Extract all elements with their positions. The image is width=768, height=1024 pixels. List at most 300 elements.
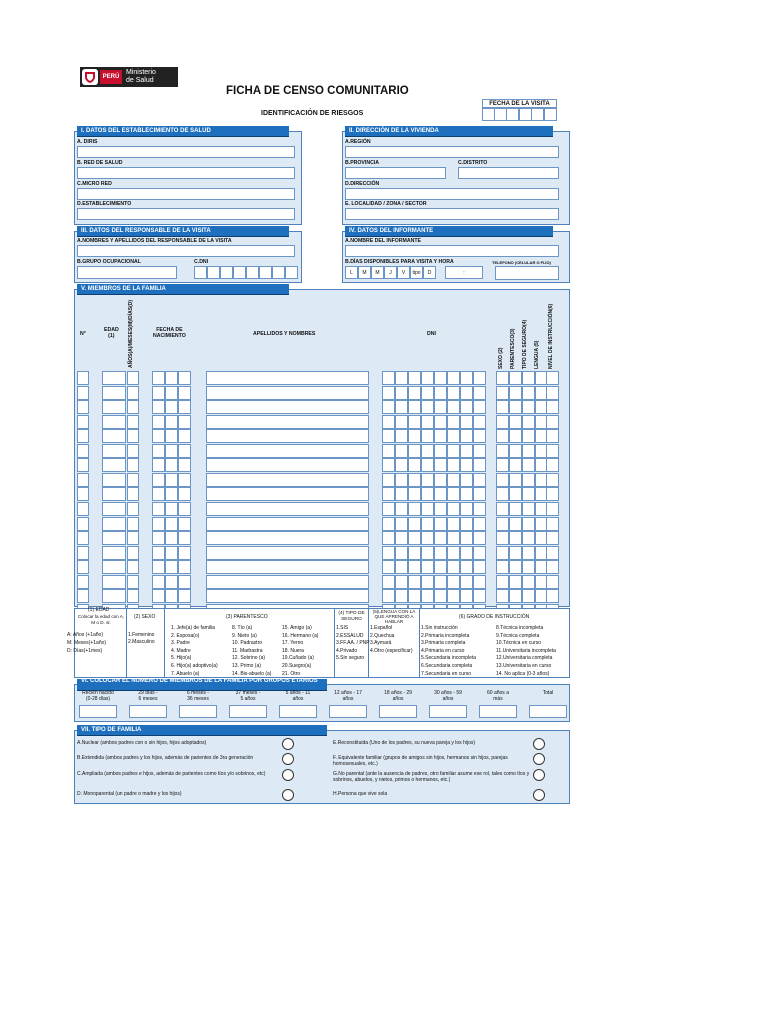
member-cell[interactable] — [447, 502, 460, 516]
member-cell[interactable] — [421, 415, 434, 429]
microred-field[interactable] — [77, 188, 295, 200]
member-cell[interactable] — [77, 531, 89, 545]
member-cell[interactable] — [434, 386, 447, 400]
member-cell[interactable] — [77, 429, 89, 443]
member-cell[interactable] — [408, 400, 421, 414]
member-cell[interactable] — [546, 386, 559, 400]
member-cell[interactable] — [434, 429, 447, 443]
member-cell[interactable] — [522, 487, 535, 501]
member-cell[interactable] — [206, 444, 369, 458]
member-cell[interactable] — [496, 517, 509, 531]
member-cell[interactable] — [178, 589, 191, 603]
telefono-field[interactable] — [495, 266, 559, 280]
member-cell[interactable] — [460, 575, 473, 589]
member-cell[interactable] — [165, 458, 178, 472]
member-cell[interactable] — [206, 400, 369, 414]
member-cell[interactable] — [165, 487, 178, 501]
age-group-field[interactable] — [329, 705, 367, 718]
red-field[interactable] — [77, 167, 295, 179]
member-cell[interactable] — [421, 517, 434, 531]
member-cell[interactable] — [546, 560, 559, 574]
member-cell[interactable] — [460, 458, 473, 472]
member-cell[interactable] — [496, 546, 509, 560]
member-cell[interactable] — [473, 589, 486, 603]
member-cell[interactable] — [434, 487, 447, 501]
member-cell[interactable] — [102, 473, 126, 487]
member-cell[interactable] — [473, 487, 486, 501]
member-cell[interactable] — [509, 546, 522, 560]
member-cell[interactable] — [206, 575, 369, 589]
member-cell[interactable] — [127, 473, 139, 487]
member-cell[interactable] — [408, 415, 421, 429]
member-cell[interactable] — [447, 444, 460, 458]
member-cell[interactable] — [421, 502, 434, 516]
member-cell[interactable] — [127, 517, 139, 531]
member-cell[interactable] — [127, 444, 139, 458]
member-cell[interactable] — [127, 560, 139, 574]
member-cell[interactable] — [152, 429, 165, 443]
member-cell[interactable] — [382, 400, 395, 414]
member-cell[interactable] — [496, 575, 509, 589]
member-cell[interactable] — [165, 386, 178, 400]
member-cell[interactable] — [382, 386, 395, 400]
member-cell[interactable] — [152, 386, 165, 400]
member-cell[interactable] — [152, 371, 165, 385]
member-cell[interactable] — [509, 517, 522, 531]
member-cell[interactable] — [522, 371, 535, 385]
member-cell[interactable] — [102, 487, 126, 501]
member-cell[interactable] — [509, 502, 522, 516]
member-cell[interactable] — [496, 473, 509, 487]
member-cell[interactable] — [178, 415, 191, 429]
member-cell[interactable] — [178, 517, 191, 531]
member-cell[interactable] — [460, 546, 473, 560]
member-cell[interactable] — [434, 531, 447, 545]
member-cell[interactable] — [165, 517, 178, 531]
member-cell[interactable] — [408, 386, 421, 400]
responsable-nombres-field[interactable] — [77, 245, 295, 257]
member-cell[interactable] — [102, 575, 126, 589]
member-cell[interactable] — [509, 371, 522, 385]
age-group-field[interactable] — [529, 705, 567, 718]
member-cell[interactable] — [178, 444, 191, 458]
member-cell[interactable] — [77, 458, 89, 472]
member-cell[interactable] — [421, 400, 434, 414]
member-cell[interactable] — [434, 560, 447, 574]
member-cell[interactable] — [434, 589, 447, 603]
member-cell[interactable] — [102, 400, 126, 414]
member-cell[interactable] — [395, 458, 408, 472]
member-cell[interactable] — [473, 444, 486, 458]
member-cell[interactable] — [546, 487, 559, 501]
member-cell[interactable] — [152, 415, 165, 429]
member-cell[interactable] — [77, 560, 89, 574]
member-cell[interactable] — [206, 517, 369, 531]
member-cell[interactable] — [546, 546, 559, 560]
member-cell[interactable] — [496, 429, 509, 443]
member-cell[interactable] — [127, 400, 139, 414]
member-cell[interactable] — [77, 386, 89, 400]
age-group-field[interactable] — [129, 705, 167, 718]
member-cell[interactable] — [127, 589, 139, 603]
localidad-field[interactable] — [345, 208, 559, 220]
member-cell[interactable] — [178, 429, 191, 443]
member-cell[interactable] — [77, 517, 89, 531]
member-cell[interactable] — [178, 560, 191, 574]
member-cell[interactable] — [408, 560, 421, 574]
member-cell[interactable] — [546, 429, 559, 443]
member-cell[interactable] — [421, 560, 434, 574]
member-cell[interactable] — [206, 531, 369, 545]
member-cell[interactable] — [395, 386, 408, 400]
member-cell[interactable] — [382, 415, 395, 429]
member-cell[interactable] — [473, 531, 486, 545]
days-available-boxes[interactable] — [345, 266, 485, 280]
member-cell[interactable] — [152, 517, 165, 531]
member-cell[interactable] — [408, 458, 421, 472]
member-cell[interactable] — [382, 473, 395, 487]
family-type-radio[interactable] — [282, 738, 294, 750]
member-cell[interactable] — [152, 546, 165, 560]
member-cell[interactable] — [127, 458, 139, 472]
member-cell[interactable] — [509, 429, 522, 443]
direccion-field[interactable] — [345, 188, 559, 200]
member-cell[interactable] — [102, 415, 126, 429]
member-cell[interactable] — [460, 400, 473, 414]
member-cell[interactable] — [152, 531, 165, 545]
establecimiento-field[interactable] — [77, 208, 295, 220]
member-cell[interactable] — [127, 386, 139, 400]
member-cell[interactable] — [473, 546, 486, 560]
member-cell[interactable] — [165, 400, 178, 414]
member-cell[interactable] — [395, 371, 408, 385]
member-cell[interactable] — [382, 487, 395, 501]
member-cell[interactable] — [447, 429, 460, 443]
member-cell[interactable] — [546, 589, 559, 603]
member-cell[interactable] — [206, 473, 369, 487]
member-cell[interactable] — [496, 531, 509, 545]
member-cell[interactable] — [496, 487, 509, 501]
member-cell[interactable] — [509, 531, 522, 545]
member-cell[interactable] — [522, 400, 535, 414]
distrito-field[interactable] — [458, 167, 559, 179]
member-cell[interactable] — [127, 546, 139, 560]
member-cell[interactable] — [395, 546, 408, 560]
day-d[interactable]: D — [423, 266, 436, 279]
member-cell[interactable] — [421, 458, 434, 472]
member-cell[interactable] — [178, 371, 191, 385]
member-cell[interactable] — [77, 400, 89, 414]
age-group-field[interactable] — [179, 705, 217, 718]
responsable-dni-field[interactable] — [194, 266, 298, 279]
member-cell[interactable] — [546, 531, 559, 545]
member-cell[interactable] — [421, 589, 434, 603]
member-cell[interactable] — [178, 531, 191, 545]
member-cell[interactable] — [447, 487, 460, 501]
member-cell[interactable] — [408, 589, 421, 603]
member-cell[interactable] — [102, 429, 126, 443]
member-cell[interactable] — [473, 429, 486, 443]
family-type-radio[interactable] — [282, 769, 294, 781]
member-cell[interactable] — [165, 415, 178, 429]
member-cell[interactable] — [509, 589, 522, 603]
member-cell[interactable] — [127, 429, 139, 443]
member-cell[interactable] — [382, 444, 395, 458]
member-cell[interactable] — [434, 415, 447, 429]
member-cell[interactable] — [165, 502, 178, 516]
member-cell[interactable] — [165, 473, 178, 487]
member-cell[interactable] — [546, 415, 559, 429]
member-cell[interactable] — [496, 400, 509, 414]
member-cell[interactable] — [178, 487, 191, 501]
family-type-radio[interactable] — [533, 769, 545, 781]
member-cell[interactable] — [206, 415, 369, 429]
member-cell[interactable] — [460, 429, 473, 443]
member-cell[interactable] — [546, 517, 559, 531]
member-cell[interactable] — [434, 458, 447, 472]
member-cell[interactable] — [127, 415, 139, 429]
member-cell[interactable] — [206, 546, 369, 560]
member-cell[interactable] — [447, 560, 460, 574]
member-cell[interactable] — [421, 575, 434, 589]
member-cell[interactable] — [395, 415, 408, 429]
member-cell[interactable] — [509, 415, 522, 429]
family-type-radio[interactable] — [533, 753, 545, 765]
member-cell[interactable] — [460, 415, 473, 429]
member-cell[interactable] — [447, 531, 460, 545]
member-cell[interactable] — [206, 386, 369, 400]
member-cell[interactable] — [421, 386, 434, 400]
age-group-field[interactable] — [379, 705, 417, 718]
member-cell[interactable] — [546, 458, 559, 472]
member-cell[interactable] — [460, 589, 473, 603]
member-cell[interactable] — [77, 575, 89, 589]
member-cell[interactable] — [447, 546, 460, 560]
member-cell[interactable] — [421, 429, 434, 443]
member-cell[interactable] — [421, 444, 434, 458]
member-cell[interactable] — [509, 560, 522, 574]
member-cell[interactable] — [408, 487, 421, 501]
member-cell[interactable] — [496, 386, 509, 400]
member-cell[interactable] — [434, 517, 447, 531]
member-cell[interactable] — [496, 458, 509, 472]
member-cell[interactable] — [447, 473, 460, 487]
member-cell[interactable] — [408, 546, 421, 560]
member-cell[interactable] — [102, 517, 126, 531]
member-cell[interactable] — [496, 371, 509, 385]
day-l[interactable]: L — [345, 266, 358, 279]
member-cell[interactable] — [522, 444, 535, 458]
member-cell[interactable] — [522, 531, 535, 545]
member-cell[interactable] — [395, 575, 408, 589]
member-cell[interactable] — [152, 400, 165, 414]
member-cell[interactable] — [77, 589, 89, 603]
member-cell[interactable] — [408, 502, 421, 516]
member-cell[interactable] — [473, 473, 486, 487]
member-cell[interactable] — [522, 546, 535, 560]
member-cell[interactable] — [447, 371, 460, 385]
day-v[interactable]: V — [397, 266, 410, 279]
member-cell[interactable] — [178, 546, 191, 560]
member-cell[interactable] — [546, 575, 559, 589]
member-cell[interactable] — [546, 371, 559, 385]
member-cell[interactable] — [152, 502, 165, 516]
member-cell[interactable] — [165, 560, 178, 574]
member-cell[interactable] — [395, 429, 408, 443]
member-cell[interactable] — [473, 371, 486, 385]
member-cell[interactable] — [382, 546, 395, 560]
member-cell[interactable] — [460, 371, 473, 385]
member-cell[interactable] — [509, 444, 522, 458]
member-cell[interactable] — [77, 502, 89, 516]
member-cell[interactable] — [206, 560, 369, 574]
member-cell[interactable] — [127, 575, 139, 589]
member-cell[interactable] — [206, 502, 369, 516]
member-cell[interactable] — [382, 575, 395, 589]
member-cell[interactable] — [206, 487, 369, 501]
member-cell[interactable] — [395, 589, 408, 603]
member-cell[interactable] — [509, 473, 522, 487]
member-cell[interactable] — [152, 575, 165, 589]
member-cell[interactable] — [206, 458, 369, 472]
member-cell[interactable] — [460, 517, 473, 531]
member-cell[interactable] — [509, 458, 522, 472]
family-type-radio[interactable] — [282, 753, 294, 765]
family-type-radio[interactable] — [533, 789, 545, 801]
member-cell[interactable] — [546, 473, 559, 487]
member-cell[interactable] — [460, 473, 473, 487]
member-cell[interactable] — [496, 502, 509, 516]
member-cell[interactable] — [473, 458, 486, 472]
member-cell[interactable] — [473, 415, 486, 429]
member-cell[interactable] — [395, 487, 408, 501]
member-cell[interactable] — [152, 458, 165, 472]
member-cell[interactable] — [165, 531, 178, 545]
member-cell[interactable] — [77, 444, 89, 458]
member-cell[interactable] — [165, 546, 178, 560]
member-cell[interactable] — [382, 531, 395, 545]
member-cell[interactable] — [434, 473, 447, 487]
member-cell[interactable] — [77, 415, 89, 429]
member-cell[interactable] — [447, 415, 460, 429]
member-cell[interactable] — [434, 371, 447, 385]
member-cell[interactable] — [127, 502, 139, 516]
member-cell[interactable] — [408, 444, 421, 458]
member-cell[interactable] — [178, 575, 191, 589]
member-cell[interactable] — [447, 386, 460, 400]
age-group-field[interactable] — [279, 705, 317, 718]
member-cell[interactable] — [460, 502, 473, 516]
informante-nombre-field[interactable] — [345, 245, 559, 257]
member-cell[interactable] — [206, 371, 369, 385]
member-cell[interactable] — [408, 473, 421, 487]
member-cell[interactable] — [382, 560, 395, 574]
member-cell[interactable] — [408, 517, 421, 531]
member-cell[interactable] — [447, 589, 460, 603]
member-cell[interactable] — [178, 502, 191, 516]
family-type-radio[interactable] — [282, 789, 294, 801]
day-j[interactable]: J — [384, 266, 397, 279]
member-cell[interactable] — [447, 575, 460, 589]
member-cell[interactable] — [460, 487, 473, 501]
provincia-field[interactable] — [345, 167, 446, 179]
member-cell[interactable] — [509, 386, 522, 400]
member-cell[interactable] — [77, 487, 89, 501]
member-cell[interactable] — [102, 386, 126, 400]
member-cell[interactable] — [165, 371, 178, 385]
member-cell[interactable] — [178, 458, 191, 472]
member-cell[interactable] — [473, 386, 486, 400]
member-cell[interactable] — [473, 517, 486, 531]
member-cell[interactable] — [382, 589, 395, 603]
age-group-field[interactable] — [229, 705, 267, 718]
member-cell[interactable] — [522, 386, 535, 400]
member-cell[interactable] — [206, 429, 369, 443]
member-cell[interactable] — [102, 546, 126, 560]
region-field[interactable] — [345, 146, 559, 158]
member-cell[interactable] — [460, 444, 473, 458]
member-cell[interactable] — [178, 400, 191, 414]
member-cell[interactable] — [522, 429, 535, 443]
member-cell[interactable] — [165, 589, 178, 603]
member-cell[interactable] — [382, 371, 395, 385]
member-cell[interactable] — [408, 429, 421, 443]
member-cell[interactable] — [447, 517, 460, 531]
member-cell[interactable] — [102, 531, 126, 545]
member-cell[interactable] — [152, 560, 165, 574]
member-cell[interactable] — [102, 560, 126, 574]
hour-field[interactable]: : — [445, 266, 483, 279]
member-cell[interactable] — [77, 371, 89, 385]
member-cell[interactable] — [473, 502, 486, 516]
member-cell[interactable] — [473, 400, 486, 414]
member-cell[interactable] — [460, 531, 473, 545]
member-cell[interactable] — [434, 444, 447, 458]
member-cell[interactable] — [509, 575, 522, 589]
member-cell[interactable] — [152, 473, 165, 487]
member-cell[interactable] — [473, 575, 486, 589]
member-cell[interactable] — [509, 487, 522, 501]
family-type-radio[interactable] — [533, 738, 545, 750]
member-cell[interactable] — [152, 589, 165, 603]
member-cell[interactable] — [509, 400, 522, 414]
day-m[interactable]: M — [358, 266, 371, 279]
member-cell[interactable] — [165, 429, 178, 443]
member-cell[interactable] — [395, 560, 408, 574]
member-cell[interactable] — [395, 531, 408, 545]
member-cell[interactable] — [206, 589, 369, 603]
member-cell[interactable] — [408, 531, 421, 545]
member-cell[interactable] — [522, 458, 535, 472]
member-cell[interactable] — [152, 487, 165, 501]
day-tipo[interactable]: tipo — [410, 266, 423, 279]
member-cell[interactable] — [546, 400, 559, 414]
member-cell[interactable] — [546, 444, 559, 458]
member-cell[interactable] — [127, 531, 139, 545]
member-cell[interactable] — [395, 400, 408, 414]
member-cell[interactable] — [460, 386, 473, 400]
diris-field[interactable] — [77, 146, 295, 158]
member-cell[interactable] — [395, 473, 408, 487]
member-cell[interactable] — [421, 487, 434, 501]
member-cell[interactable] — [522, 473, 535, 487]
member-cell[interactable] — [77, 473, 89, 487]
age-group-field[interactable] — [429, 705, 467, 718]
member-cell[interactable] — [421, 546, 434, 560]
member-cell[interactable] — [178, 473, 191, 487]
member-cell[interactable] — [165, 575, 178, 589]
member-cell[interactable] — [522, 517, 535, 531]
